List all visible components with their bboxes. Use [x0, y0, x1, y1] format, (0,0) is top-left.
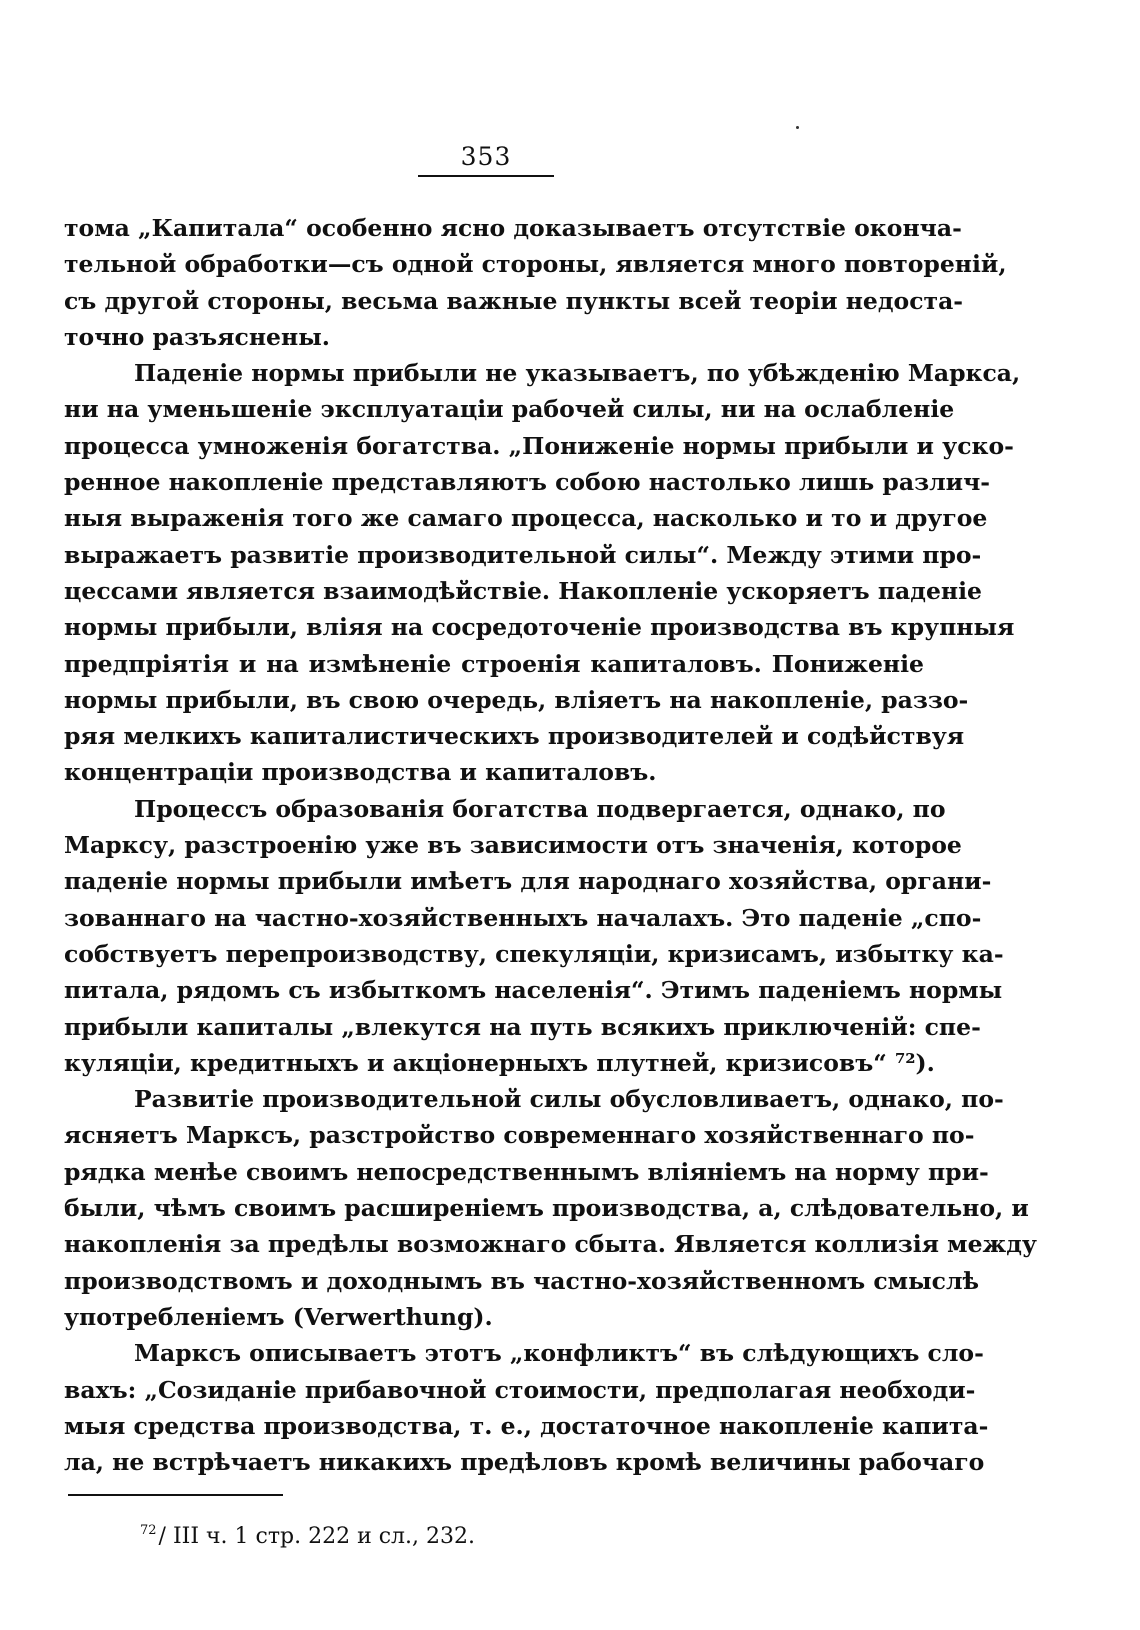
text-line: паденіе нормы прибыли имѣетъ для народнаго хозяйства, органи-	[64, 867, 992, 896]
text-line: Марксъ описываетъ этотъ „конфликтъ“ въ слѣдующихъ сло-	[134, 1339, 984, 1368]
text-line: были, чѣмъ своимъ расширеніемъ производства, а, слѣдовательно, и	[64, 1194, 1029, 1223]
text-line: собствуетъ перепроизводству, спекуляціи, кризисамъ, избытку ка-	[64, 939, 1004, 968]
text-line: ныя выраженія того же самаго процесса, насколько и то и другое	[64, 504, 988, 533]
text-line: Паденіе нормы прибыли не указываетъ, по убѣжденію Маркса,	[134, 359, 1021, 388]
paragraph	[64, 1081, 1037, 1335]
paragraph	[64, 355, 1021, 791]
text-line: тельной обработки—съ одной стороны, является много повтореній,	[64, 250, 1007, 279]
text-line: нормы прибыли, вліяя на сосредоточеніе производства въ крупныя	[64, 613, 1015, 642]
text-line: рядка менѣе своимъ непосредственнымъ вліяніемъ на норму при-	[64, 1157, 989, 1186]
text-line: накопленія за предѣлы возможнаго сбыта. Является коллизія между	[64, 1230, 1037, 1259]
text-line: Развитіе производительной силы обусловливаетъ, однако, по-	[134, 1085, 1004, 1114]
text-line: концентраціи производства и капиталовъ.	[64, 758, 657, 787]
paragraph	[64, 210, 1007, 355]
text-line: выражаетъ развитіе производительной силы“. Между этими про-	[64, 540, 982, 569]
text-line: употребленіемъ (Verwerthung).	[64, 1302, 493, 1331]
text-line: Процессъ образованія богатства подвергается, однако, по	[134, 794, 946, 823]
paragraph	[64, 791, 1004, 1081]
scan-speck	[796, 126, 799, 129]
text-line: питала, рядомъ съ избыткомъ населенія“. Этимъ паденіемъ нормы	[64, 976, 1003, 1005]
text-line: ренное накопленіе представляютъ собою настолько лишь различ-	[64, 468, 991, 497]
footnote-mark: 72	[140, 1523, 157, 1538]
text-line: мыя средства производства, т. е., достаточное накопленіе капита-	[64, 1411, 989, 1440]
footnote-rule	[68, 1494, 283, 1496]
text-line: ни на уменьшеніе эксплуатаціи рабочей силы, ни на ослабленіе	[64, 395, 955, 424]
text-line: прибыли капиталы „влекутся на путь всякихъ приключеній: спе-	[64, 1012, 981, 1041]
text-line: куляціи, кредитныхъ и акціонерныхъ плутней, кризисовъ“ ⁷²).	[64, 1048, 935, 1077]
text-line: съ другой стороны, весьма важные пункты всей теоріи недоста-	[64, 286, 964, 315]
page-number: 353	[460, 142, 512, 171]
body-text	[64, 210, 1037, 1480]
footnote-text: / III ч. 1 стр. 222 и сл., 232.	[158, 1524, 476, 1549]
paragraph	[64, 1335, 989, 1480]
footnote	[140, 1517, 475, 1551]
text-line: производствомъ и доходнымъ въ частно-хозяйственномъ смыслѣ	[64, 1266, 980, 1295]
text-line: зованнаго на частно-хозяйственныхъ началахъ. Это паденіе „спо-	[64, 903, 982, 932]
text-line: процесса умноженія богатства. „Пониженіе нормы прибыли и уско-	[64, 431, 1014, 460]
text-line: предпріятія и на измѣненіе строенія капиталовъ. Пониженіе	[64, 649, 924, 678]
text-line: Марксу, разстроенію уже въ зависимости отъ значенія, которое	[64, 831, 962, 860]
text-line: ясняетъ Марксъ, разстройство современнаго хозяйственнаго по-	[64, 1121, 975, 1150]
text-line: тома „Капитала“ особенно ясно доказываетъ отсутствіе оконча-	[64, 214, 962, 242]
text-line: цессами является взаимодѣйствіе. Накопленіе ускоряетъ паденіе	[64, 576, 982, 605]
text-line: ряя мелкихъ капиталистическихъ производителей и содѣйствуя	[64, 722, 965, 751]
text-line: точно разъяснены.	[64, 322, 330, 351]
text-line: нормы прибыли, въ свою очередь, вліяетъ на накопленіе, раззо-	[64, 685, 969, 714]
text-line: вахъ: „Созиданіе прибавочной стоимости, предполагая необходи-	[64, 1375, 976, 1404]
page-number-rule	[418, 175, 554, 177]
text-line: ла, не встрѣчаетъ никакихъ предѣловъ кромѣ величины рабочаго	[64, 1448, 985, 1477]
